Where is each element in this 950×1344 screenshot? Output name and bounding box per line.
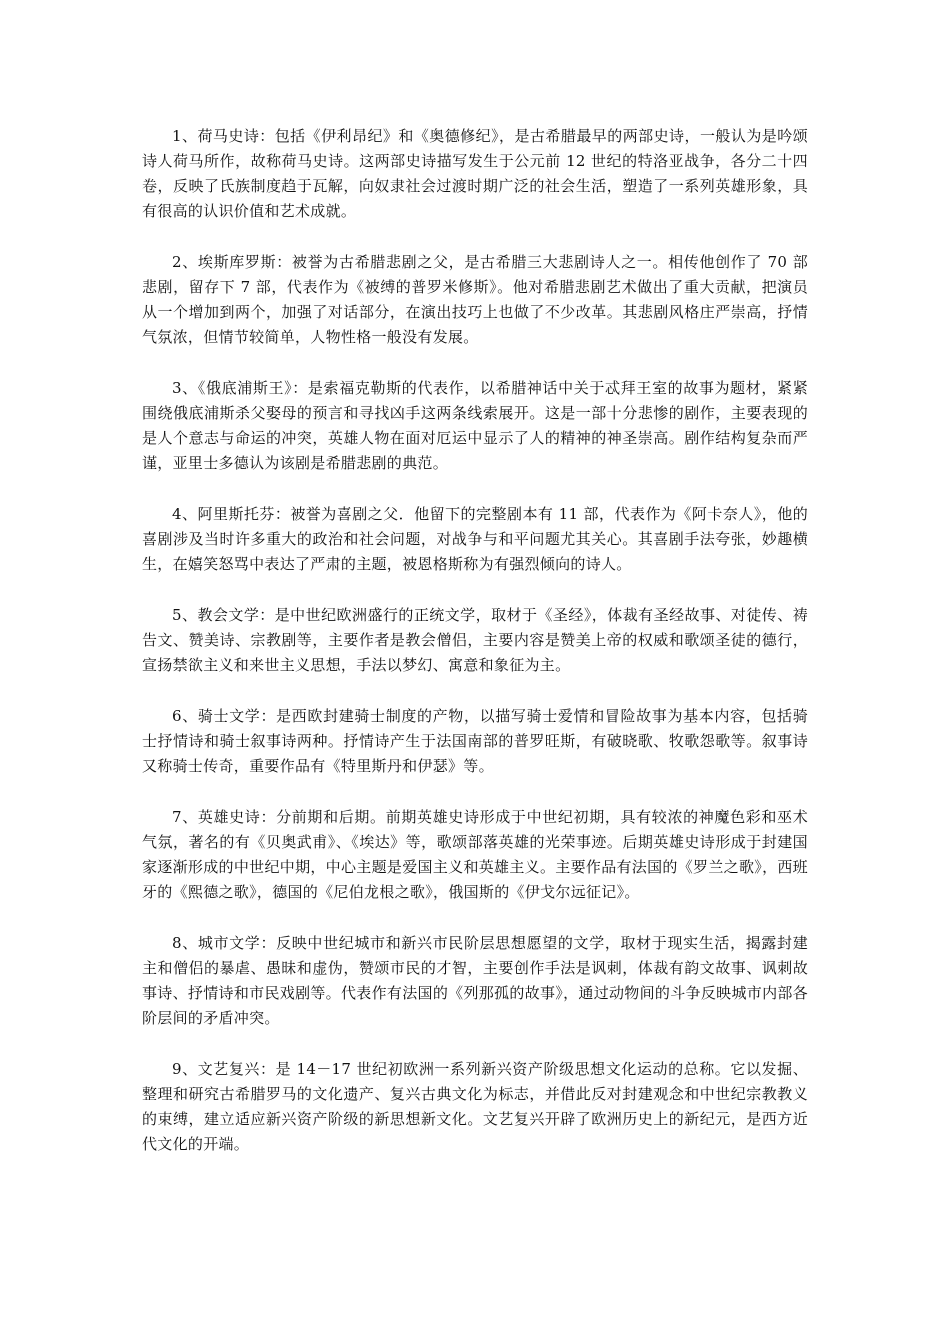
paragraph-chivalric-literature: 6、骑士文学：是西欧封建骑士制度的产物，以描写骑士爱情和冒险故事为基本内容，包括骑士抒情诗和骑士叙事诗两种。抒情诗产生于法国南部的普罗旺斯，有破晓歌、牧歌怨歌等。叙事诗又称骑士传奇，重要作品有《特里斯丹和伊瑟》等。 — [142, 707, 808, 775]
paragraph-aristophanes: 4、阿里斯托芬：被誉为喜剧之父．他留下的完整剧本有 11 部，代表作为《阿卡奈人》，他的喜剧涉及当时许多重大的政治和社会问题，对战争与和平问题尤其关心。其喜剧手法夸张，妙趣横生，在嬉笑怒骂中表达了严肃的主题，被恩格斯称为有强烈倾向的诗人。 — [142, 505, 808, 573]
paragraph-heroic-epics: 7、英雄史诗：分前期和后期。前期英雄史诗形成于中世纪初期，具有较浓的神魔色彩和巫术气氛，著名的有《贝奥武甫》、《埃达》等，歌颂部落英雄的光荣事迹。后期英雄史诗形成于封建国家逐渐形成的中世纪中期，中心主题是爱国主义和英雄主义。主要作品有法国的《罗兰之歌》，西班牙的《熙德之歌》，德国的《尼伯龙根之歌》，俄国斯的《伊戈尔远征记》。 — [142, 808, 808, 901]
paragraph-renaissance: 9、文艺复兴：是 14－17 世纪初欧洲一系列新兴资产阶级思想文化运动的总称。它以发掘、整理和研究古希腊罗马的文化遗产、复兴古典文化为标志，并借此反对封建观念和中世纪宗教教义的束缚，建立适应新兴资产阶级的新思想新文化。文艺复兴开辟了欧洲历史上的新纪元，是西方近代文化的开端。 — [142, 1060, 808, 1153]
document-body — [142, 124, 808, 1183]
paragraph-aeschylus: 2、埃斯库罗斯：被誉为古希腊悲剧之父，是古希腊三大悲剧诗人之一。相传他创作了 70 部悲剧，留存下 7 部，代表作为《被缚的普罗米修斯》。他对希腊悲剧艺术做出了重大贡献，把演员从一个增加到两个，加强了对话部分，在演出技巧上也做了不少改革。其悲剧风格庄严崇高，抒情气氛浓，但情节较简单，人物性格一般没有发展。 — [142, 253, 808, 346]
paragraph-urban-literature: 8、城市文学：反映中世纪城市和新兴市民阶层思想愿望的文学，取材于现实生活，揭露封建主和僧侣的暴虐、愚昧和虚伪，赞颂市民的才智，主要创作手法是讽刺，体裁有韵文故事、讽刺故事诗、抒情诗和市民戏剧等。代表作有法国的《列那孤的故事》，通过动物间的斗争反映城市内部各阶层间的矛盾冲突。 — [142, 934, 808, 1027]
paragraph-homeric-epics: 1、荷马史诗：包括《伊利昂纪》和《奥德修纪》，是古希腊最早的两部史诗，一般认为是吟颂诗人荷马所作，故称荷马史诗。这两部史诗描写发生于公元前 12 世纪的特洛亚战争，各分二十四卷，反映了氏族制度趋于瓦解，向奴隶社会过渡时期广泛的社会生活，塑造了一系列英雄形象，具有很高的认识价值和艺术成就。 — [142, 127, 808, 220]
paragraph-church-literature: 5、教会文学：是中世纪欧洲盛行的正统文学，取材于《圣经》，体裁有圣经故事、对徒传、祷告文、赞美诗、宗教剧等，主要作者是教会僧侣，主要内容是赞美上帝的权威和歌颂圣徒的德行，宣扬禁欲主义和来世主义思想，手法以梦幻、寓意和象征为主。 — [142, 606, 808, 674]
paragraph-oedipus-rex: 3、《俄底浦斯王》：是索福克勒斯的代表作，以希腊神话中关于忒拜王室的故事为题材，紧紧围绕俄底浦斯杀父娶母的预言和寻找凶手这两条线索展开。这是一部十分悲惨的剧作，主要表现的是人个意志与命运的冲突，英雄人物在面对厄运中显示了人的精神的神圣崇高。剧作结构复杂而严谨，亚里士多德认为该剧是希腊悲剧的典范。 — [142, 379, 808, 472]
